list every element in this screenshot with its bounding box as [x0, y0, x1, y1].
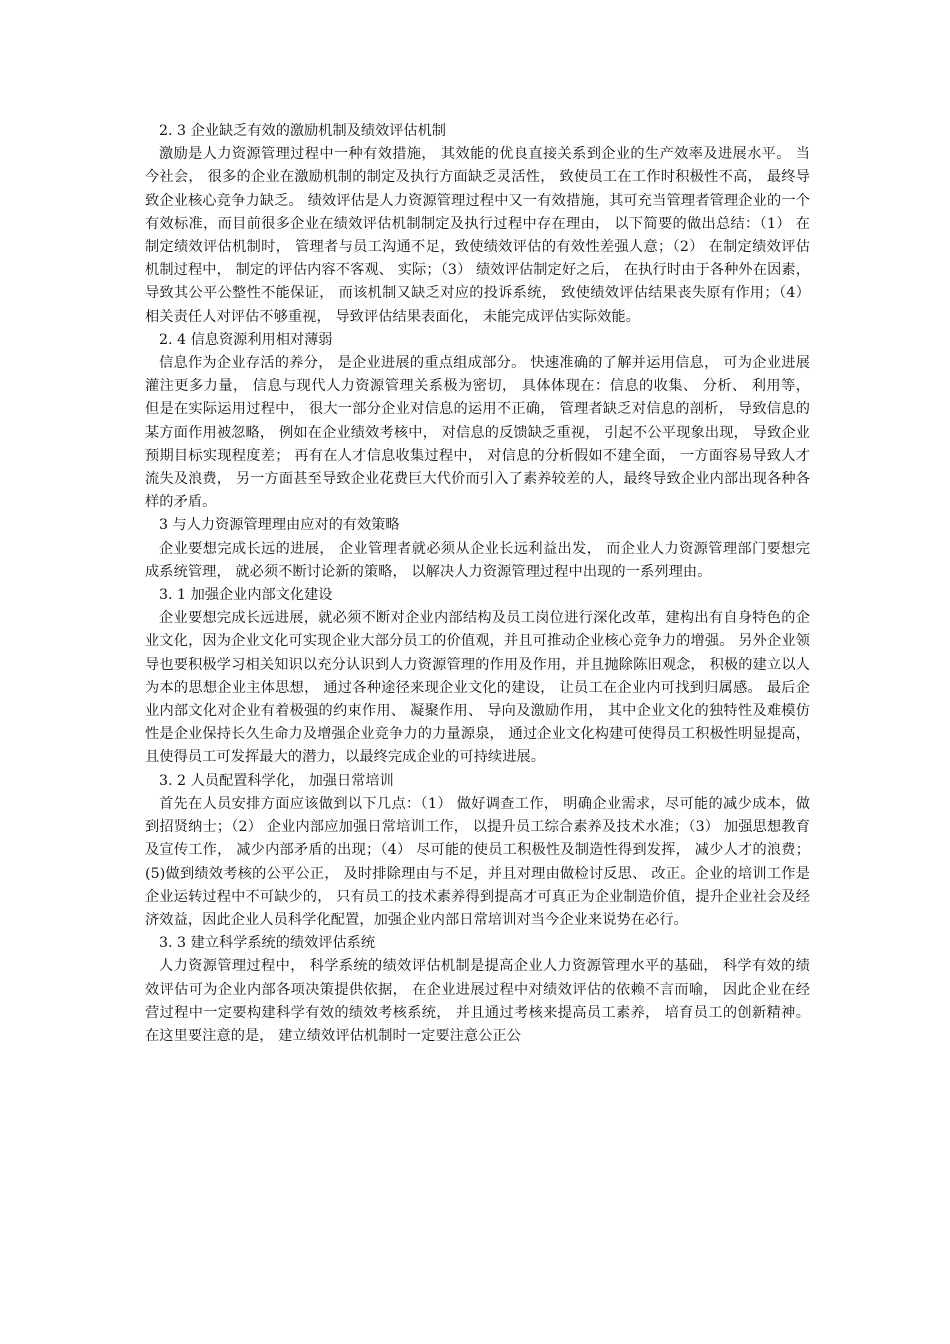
section-heading-3: 3 与人力资源管理理由应对的有效策略 — [159, 517, 400, 534]
section-paragraph-3-3: 人力资源管理过程中， 科学系统的绩效评估机制是提高企业人力资源管理水平的基础， 科学有效的绩效评估可为企业内部各项决策提供依据， 在企业进展过程中对绩效评估的依赖不言而喻， 因此企业在经营过程中一定要构建科学有效的绩效考核系统， 并且通过考核来提高员工素养， 培育员工的创新精神。 在这里要注意的是， 建立绩效评估机制时一定要注意公正公 — [145, 958, 810, 1044]
section-paragraph-3-1: 企业要想完成长远进展，就必须不断对企业内部结构及员工岗位进行深化改革，建构出有自身特色的企业文化，因为企业文化可实现企业大部分员工的价值观，并且可推动企业核心竞争力的增强。 另外企业领导也要积极学习相关知识以充分认识到人力资源管理的作用及作用，并且抛除陈旧观念， 积极的建立以人为本的思想企业主体思想， 通过各种途径来现企业文化的建设， 让员工在企业内可找到归属感。 最后企业内部文化对企业有着极强的约束作用、 凝聚作用、 导向及激励作用， 其中企业文化的独特性及难模仿性是企业保持长久生命力及增强企业竞争力的力量源泉， 通过企业文化构建可使得员工积极性明显提高， 且使得员工可发挥最大的潜力，以最终完成企业的可持续进展。 — [145, 610, 810, 766]
section-heading-3-3: 3. 3 建立科学系统的绩效评估系统 — [159, 935, 376, 952]
section-heading-2-4: 2. 4 信息资源利用相对薄弱 — [159, 331, 333, 348]
section-paragraph-2-3: 激励是人力资源管理过程中一种有效措施， 其效能的优良直接关系到企业的生产效率及进展水平。 当今社会， 很多的企业在激励机制的制定及执行方面缺乏灵活性， 致使员工在工作时积极性不高， 最终导致企业核心竞争力缺乏。 绩效评估是人力资源管理过程中又一有效措施，其可充当管理者管理企业的一个有效标准，而目前很多企业在绩效评估机制制定及执行过程中存在理由， 以下简要的做出总结：（1） 在制定绩效评估机制时， 管理者与员工沟通不足，致使绩效评估的有效性差强人意；（2） 在制定绩效评估机制过程中， 制定的评估内容不客观、 实际；（3） 绩效评估制定好之后， 在执行时由于各种外在因素， 导致其公平公整性不能保证， 而该机制又缺乏对应的投诉系统， 致使绩效评估结果丧失原有作用；（4） 相关责任人对评估不够重视， 导致评估结果表面化， 未能完成评估实际效能。 — [145, 146, 810, 325]
section-paragraph-3-2: 首先在人员安排方面应该做到以下几点：（1） 做好调查工作， 明确企业需求，尽可能的减少成本，做到招贤纳士；（2） 企业内部应加强日常培训工作， 以提升员工综合素养及技术水准；（3） 加强思想教育及宣传工作， 减少内部矛盾的出现；（4） 尽可能的使员工积极性及制造性得到发挥， 减少人才的浪费； (5)做到绩效考核的公平公正， 及时排除理由与不足，并且对理由做检讨反思、 改正。企业的培训工作是企业运转过程中不可缺少的， 只有员工的技术素养得到提高才可真正为企业制造价值，提升企业社会及经济效益，因此企业人员科学化配置，加强企业内部日常培训对当今企业来说势在必行。 — [145, 795, 810, 928]
section-paragraph-2-4: 信息作为企业存活的养分， 是企业进展的重点组成部分。 快速准确的了解并运用信息， 可为企业进展灌注更多力量， 信息与现代人力资源管理关系极为密切， 具体体现在：信息的收集、 分析、 利用等， 但是在实际运用过程中， 很大一部分企业对信息的运用不正确， 管理者缺乏对信息的剖析， 导致信息的某方面作用被忽略， 例如在企业绩效考核中， 对信息的反馈缺乏重视， 引起不公平现象出现， 导致企业预期目标实现程度差； 再有在人才信息收集过程中， 对信息的分析假如不建全面， 一方面容易导致人才流失及浪费， 另一方面甚至导致企业花费巨大代价而引入了素养较差的人，最终导致企业内部出现各种各样的矛盾。 — [145, 355, 810, 511]
section-heading-3-2: 3. 2 人员配置科学化， 加强日常培训 — [159, 772, 394, 789]
section-heading-3-1: 3. 1 加强企业内部文化建设 — [159, 587, 333, 604]
document-page — [145, 120, 810, 1048]
section-heading-2-3: 2. 3 企业缺乏有效的激励机制及绩效评估机制 — [159, 123, 446, 139]
section-paragraph-3: 企业要想完成长远的进展， 企业管理者就必须从企业长远利益出发， 而企业人力资源管理部门要想完成系统管理， 就必须不断讨论新的策略， 以解决人力资源管理过程中出现的一系列理由。 — [145, 540, 810, 580]
